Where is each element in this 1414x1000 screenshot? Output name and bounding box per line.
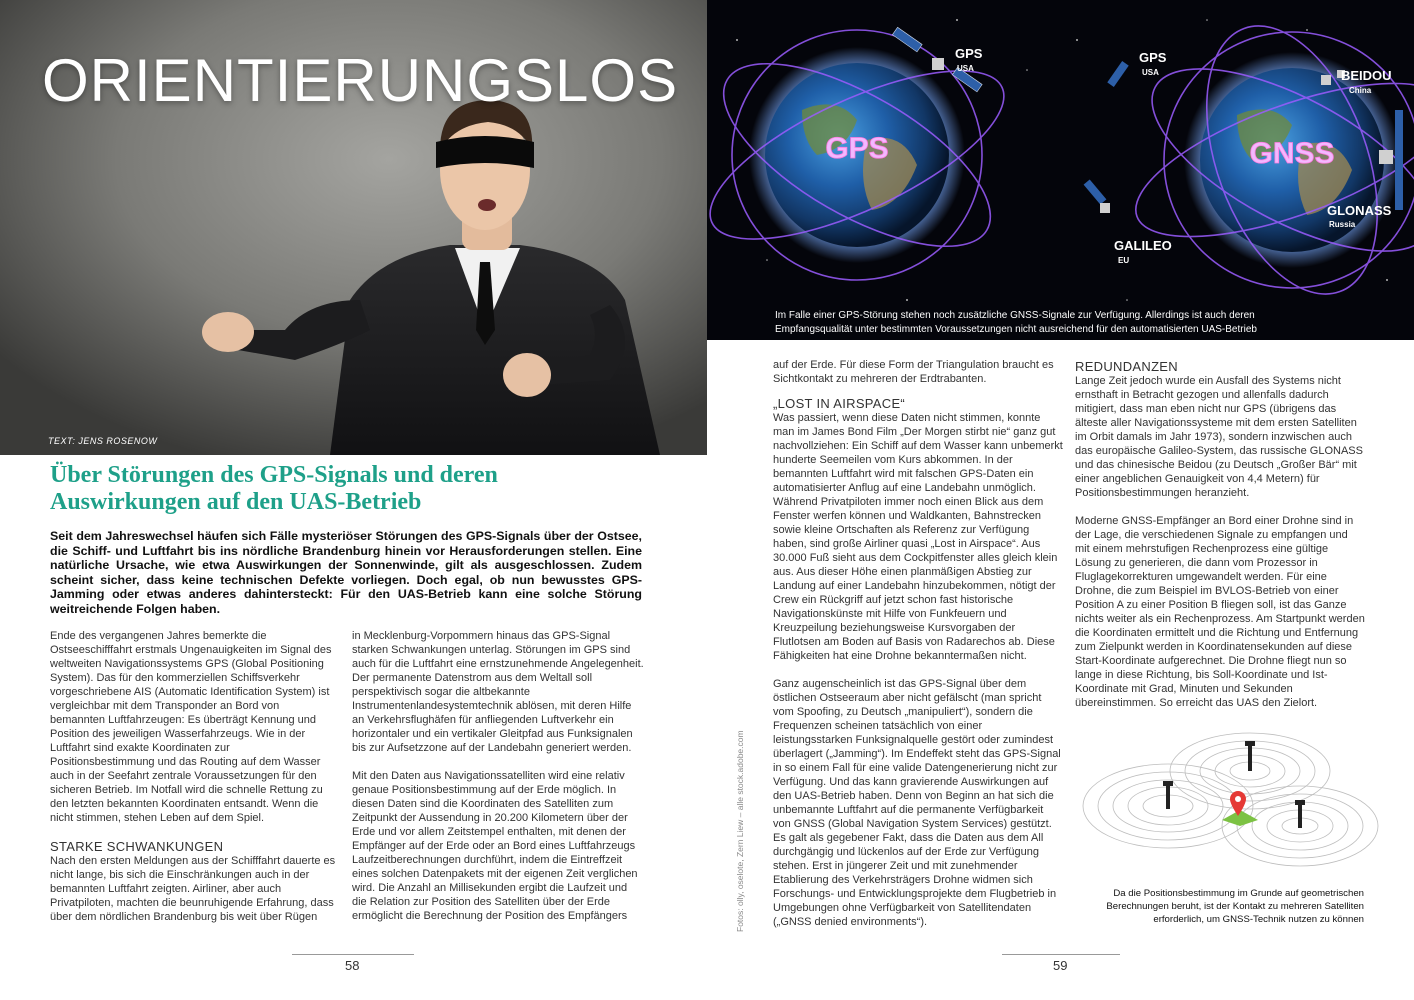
gps-gnss-globes-graphic — [707, 0, 1414, 340]
page-footer-rule — [1002, 954, 1120, 955]
sat-label-gps-right: GPS — [1139, 50, 1167, 65]
sat-label-glonass: GLONASS — [1327, 203, 1392, 218]
sat-label-galileo: GALILEO — [1114, 238, 1172, 253]
article-subheadline: Über Störungen des GPS-Signals und deren Auswirkungen auf den UAS-Betrieb — [50, 462, 498, 515]
gnss-image-caption: Im Falle einer GPS-Störung stehen noch zusätzliche GNSS-Signale zur Verfügung. Allerdings ist auch deren Empfangsqualität unter bestimmten Voraussetzungen nicht ausreichend für den automatisierten UAS-Betrieb — [775, 310, 1257, 335]
section-heading: „LOST IN AIRSPACE“ — [773, 396, 906, 411]
paragraph: in Mecklenburg-Vorpommern hinaus das GPS-Signal starken Schwankungen unterlag. Störungen im GPS sind auch für die Luftfahrt eine ernstzunehmende Angelegenheit. Der permanente Datenstrom aus dem Weltall soll perspektivisch sogar die altbekannte Instrumentenlandesystemtechnik ablösen, mit deren Hilfe an Verkehrsflughäfen für anfliegenden Luftverkehr ein horizontaler und ein vertikaler Gleitpfad aus Funksignalen bis zur Aufsetzzone auf der Landebahn generiert werden. — [352, 630, 644, 754]
text-column-3 — [773, 358, 1063, 943]
text-column-4 — [1075, 357, 1365, 724]
diagram-caption: Da die Positionsbestimmung im Grunde auf geometrischen Berechnungen beruht, ist der Kontakt zu mehreren Satelliten erforderlich, um GNSS-Technik nutzen zu können — [1106, 888, 1364, 925]
globe-label-gnss: GNSS — [1249, 137, 1335, 170]
paragraph: Nach den ersten Meldungen aus der Schifffahrt dauerte es nicht lange, bis sich die Einschränkungen auch in der bemannten Luftfahrt zeigten. Airliner, aber auch Privatpiloten, machten die beunruhigende Erfahrung, dass über dem nördlichen Brandenburg bis weit über Rügen — [50, 855, 336, 923]
author-credit: TEXT: JENS ROSENOW — [48, 436, 158, 446]
section-heading: STARKE SCHWANKUNGEN — [50, 839, 224, 854]
sat-label-beidou: BEIDOU — [1341, 68, 1392, 83]
sat-sublabel-usa-left: USA — [957, 64, 974, 73]
paragraph: Lange Zeit jedoch wurde ein Ausfall des Systems nicht ernsthaft in Betracht gezogen und allenfalls dadurch mitigiert, dass man eben nicht nur GPS (übrigens das älteste aller Navigationssysteme mit dem ersten Satelliten im Orbit damals im Jahr 1973), sondern inzwischen auch das europäische Galileo-System, das russische GLONASS und das chinesische Beidou (zu Deutsch „Großer Bär“ mit einer angeblichen Genauigkeit von 4,4 Metern) für Positionsbestimmungen heranzieht. — [1075, 375, 1363, 499]
sat-sublabel-usa-right: USA — [1142, 68, 1159, 77]
paragraph: Mit den Daten aus Navigationssatelliten wird eine relativ genaue Positionsbestimmung auf der Erde möglich. In diesen Daten sind die Koordinaten des Satelliten zum Zeitpunkt der Aussendung in 20.200 Kilometern über der Erde und vor allem Zeitstempel enthalten, mit denen der Empfänger auf der Erde oder an Bord eines Luftfahrzeugs Laufzeitberechnungen durchführt, indem die Eintreffzeit eines solchen Datenpakets mit der eigenen Zeit verglichen wird. Die Anzahl an Millisekunden ergibt die Laufzeit und die Relation zur Position des Satelliten über der Erde ermöglicht die Berechnung der Position des Empfängers — [352, 770, 638, 922]
text-column-1 — [50, 629, 336, 938]
text-column-2 — [352, 629, 644, 937]
paragraph: auf der Erde. Für diese Form der Triangulation braucht es Sichtkontakt zu mehreren der Erdtrabanten. — [773, 359, 1054, 385]
hero-photo-blindfolded-man — [0, 0, 707, 455]
sat-sublabel-russia: Russia — [1329, 220, 1356, 229]
paragraph: Ganz augenscheinlich ist das GPS-Signal über dem östlichen Ostseeraum aber nicht gefälscht (man spricht vom Spoofing, zu Deutsch „manipuliert“), sondern die Frequenzen scheinen tatsächlich von einer leistungsstarken Funksignalquelle gestört oder zumindest überlagert („Jamming“). Im Endeffekt steht das GPS-Signal in so einem Fall für eine valide Datengenerierung nicht zur Verfügung. Und das kann gravierende Auswirkungen auf den UAS-Betrieb haben. Denn von Beginn an hat sich die unbemannte Luftfahrt auf die permanente Verfügbarkeit von GNSS (Global Navigation System Services) gestützt. Es galt als gegebener Fakt, dass die Daten aus dem All durchgängig und lückenlos auf der Erde zur Verfügung stehen. Erst in jüngerer Zeit und mit zunehmender Etablierung des Verkehrsträgers Drohne widmen sich Forschungs- und Entwicklungsprojekte dem Flugbetrieb in Umgebungen ohne Verfügbarkeit von Satellitendaten („GNSS denied environments“). — [773, 678, 1061, 928]
sat-sublabel-eu: EU — [1118, 256, 1130, 265]
sat-label-gps-left: GPS — [955, 46, 983, 61]
paragraph: Was passiert, wenn diese Daten nicht stimmen, konnte man im James Bond Film „Der Morgen stirbt nie“ ganz gut nachvollziehen: Ein Schiff auf dem Wasser kann unbemerkt hunderte Seemeilen vom Kurs abkommen. In der bemannten Luftfahrt wird mit falschen GPS-Daten ein automatisierter Anflug auf eine Landebahn unmöglich. Während Privatpiloten immer noch einen Blick aus dem Fenster werfen können und Waldkanten, Bahnstrecken sowie kleine Ortschaften als Referenz zur Verfügung haben, sind große Airliner quasi „Lost in Airspace“. Aus 30.000 Fuß sieht aus dem Cockpitfenster alles gleich klein aus. Aus dieser Höhe einen planmäßigen Abstieg zur Landung auf einer Landebahn hinzubekommen, nötigt der Crew ein Rückgriff auf jetzt schon fast historische Navigationskünste mit Hilfe von Funkfeuern und Kreuzpeilung beziehungsweise Kursvorgaben der Flutlotsen am Boden auf Basis von Radarechos ab. Diese Fähigkeiten hat eine Drohne bekanntermaßen nicht. — [773, 412, 1063, 662]
paragraph: Moderne GNSS-Empfänger an Bord einer Drohne sind in der Lage, die verschiedenen Signale zu empfangen und mit einem mehrstufigen Rechenprozess eine gültige Lösung zu generieren, die dann vom Prozessor in Fluglagekorrekturen umgewandelt werden. Für eine Drohne, die zum Beispiel im BVLOS-Betrieb von einer Position A zu einer Position B fliegen soll, ist das Ganze nichts weiter als ein Rechenprozess. Am Startpunkt werden die Koordinaten ermittelt und die Richtung und Entfernung zum Zielpunkt werden in Koordinatensekunden auf diese Start-Koordinate aufgerechnet. Die Drohne fliegt nun so lange in diese Richtung, bis Soll-Koordinate und Ist-Koordinate mit Grad, Minuten und Sekunden übereinstimmen. So erreicht das UAS den Zielort. — [1075, 515, 1365, 709]
gnss-satellite-illustration — [707, 0, 1414, 340]
paragraph: Ende des vergangenen Jahres bemerkte die Ostseeschifffahrt erstmals Ungenauigkeiten im Signal des weltweiten Navigationssystems GPS (Global Positioning System). Das für den kommerziellen Schiffsverkehr vorgeschriebene AIS (Automatic Identification System) ist vergleichbar mit dem Transponder an Bord von bemannten Luftfahrzeugen: Es überträgt Kennung und Position des jeweiligen Wasserfahrzeugs. Wie in der Luftfahrt sind exakte Koordinaten zur Positionsbestimmung und das Routing auf dem Wasser auch in der Seefahrt zentrale Voraussetzungen für den sicheren Betrieb. Im Notfall wird die schnelle Rettung zu den letzten bekannten Koordinaten entsandt. Wenn die nicht stimmen, stehen Leben auf dem Spiel. — [50, 630, 332, 824]
photo-credit: Fotos: olly, oselote, Zern Liew – alle stock.adobe.com — [735, 730, 745, 932]
page-number-right: 59 — [1053, 958, 1068, 973]
section-heading: REDUNDANZEN — [1075, 359, 1178, 374]
page-number-left: 58 — [345, 958, 360, 973]
signal-triangulation-diagram — [1080, 726, 1380, 882]
sat-sublabel-china: China — [1349, 86, 1372, 95]
page-footer-rule — [292, 954, 414, 955]
article-lead: Seit dem Jahreswechsel häufen sich Fälle mysteriöser Störungen des GPS-Signals über der Ostsee, die Schiff- und Luftfahrt bis ins nördliche Brandenburg hinein vor Herausforderungen stellen. Eine natürliche Ursache, wie etwa Auswirkungen der Sonnenwinde, gilt als ausgeschlossen. Zudem scheint sicher, dass keine technischen Defekte vorliegen. Doch egal, ob nun bewusstes GPS-Jamming oder etwas anderes dahintersteckt: Für den UAS-Betrieb kann eine solche Störung weitreichende Folgen haben. — [50, 529, 642, 616]
globe-label-gps: GPS — [825, 132, 889, 165]
article-title: ORIENTIERUNGSLOS — [42, 47, 679, 114]
